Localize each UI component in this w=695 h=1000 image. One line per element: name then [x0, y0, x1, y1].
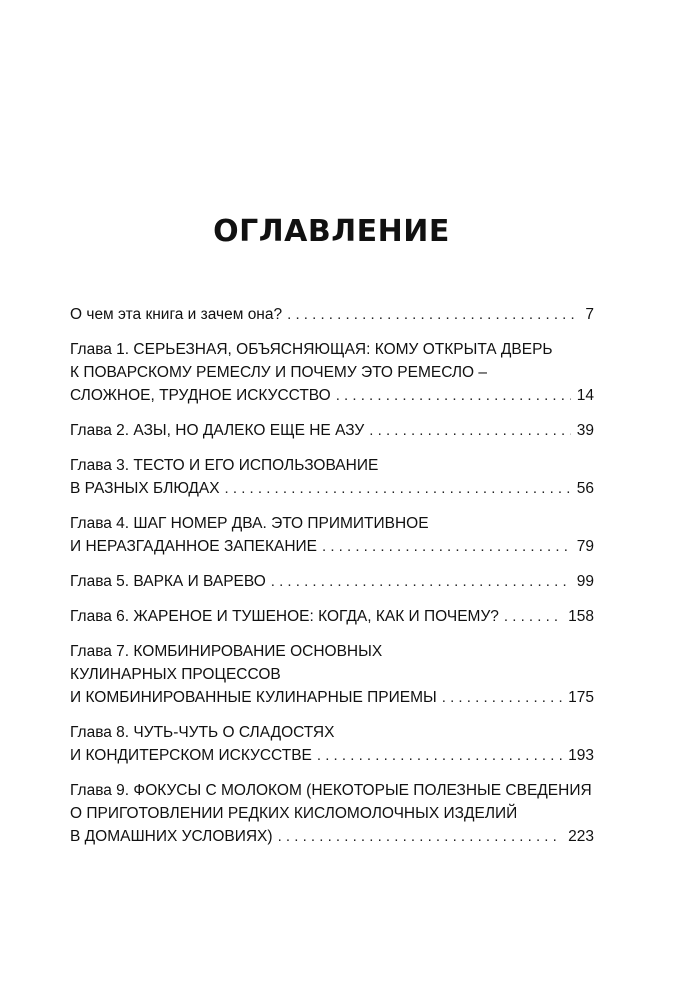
toc-entry-line: В РАЗНЫХ БЛЮДАХ	[70, 480, 220, 497]
toc-entry-line: Глава 6. ЖАРЕНОЕ И ТУШЕНОЕ: КОГДА, КАК И ПОЧЕМУ?	[70, 608, 499, 625]
dot-leader	[287, 303, 579, 326]
toc-entry-last-line	[70, 686, 594, 709]
toc-entry[interactable]	[70, 338, 594, 407]
toc-entry-line: В ДОМАШНИХ УСЛОВИЯХ)	[70, 828, 273, 845]
toc-page-number: 158	[568, 608, 594, 625]
toc-entry-last-line	[70, 384, 594, 407]
toc-entry-last-line	[70, 570, 594, 593]
toc-entry-line: И НЕРАЗГАДАННОЕ ЗАПЕКАНИЕ	[70, 538, 317, 555]
toc-entry-line: И КОМБИНИРОВАННЫЕ КУЛИНАРНЫЕ ПРИЕМЫ	[70, 689, 437, 706]
toc-page-number: 223	[568, 828, 594, 845]
dot-leader	[336, 384, 571, 407]
dot-leader	[278, 825, 563, 848]
toc-entry-last-line	[70, 477, 594, 500]
toc-entry-line: Глава 5. ВАРКА И ВАРЕВО	[70, 573, 266, 590]
toc-entry-last-line	[70, 419, 594, 442]
toc-entry-line: СЛОЖНОЕ, ТРУДНОЕ ИСКУССТВО	[70, 387, 331, 404]
toc-entry-line: Глава 2. АЗЫ, НО ДАЛЕКО ЕЩЕ НЕ АЗУ	[70, 422, 365, 439]
toc-entry-line: Глава 3. ТЕСТО И ЕГО ИСПОЛЬЗОВАНИЕ	[70, 457, 379, 474]
toc-entry-line: Глава 8. ЧУТЬ-ЧУТЬ О СЛАДОСТЯХ	[70, 724, 335, 741]
toc-page-number: 79	[576, 538, 594, 555]
toc-entry[interactable]	[70, 303, 594, 326]
dot-leader	[504, 605, 562, 628]
toc-entry-last-line	[70, 535, 594, 558]
table-of-contents	[70, 303, 594, 860]
toc-entry[interactable]	[70, 779, 594, 848]
dot-leader	[225, 477, 571, 500]
toc-entry[interactable]	[70, 605, 594, 628]
toc-entry-line: К ПОВАРСКОМУ РЕМЕСЛУ И ПОЧЕМУ ЭТО РЕМЕСЛО –	[70, 364, 488, 381]
toc-page-number: 56	[576, 480, 594, 497]
toc-entry-line: Глава 9. ФОКУСЫ С МОЛОКОМ (НЕКОТОРЫЕ ПОЛЕЗНЫЕ СВЕДЕНИЯ	[70, 782, 592, 799]
dot-leader	[322, 535, 571, 558]
toc-page-number: 7	[585, 306, 594, 323]
toc-entry[interactable]	[70, 721, 594, 767]
toc-page-number: 193	[568, 747, 594, 764]
toc-entry-line: О ПРИГОТОВЛЕНИИ РЕДКИХ КИСЛОМОЛОЧНЫХ ИЗДЕЛИЙ	[70, 805, 518, 822]
toc-entry-last-line	[70, 744, 594, 767]
toc-entry-line: О чем эта книга и зачем она?	[70, 306, 283, 323]
toc-page-number: 39	[576, 422, 594, 439]
page-title: ОГЛАВЛЕНИЕ	[213, 214, 450, 249]
dot-leader	[442, 686, 562, 709]
toc-entry-line: Глава 4. ШАГ НОМЕР ДВА. ЭТО ПРИМИТИВНОЕ	[70, 515, 429, 532]
toc-page-number: 175	[568, 689, 594, 706]
toc-entry[interactable]	[70, 570, 594, 593]
toc-entry-last-line	[70, 825, 594, 848]
toc-entry[interactable]	[70, 640, 594, 709]
dot-leader	[317, 744, 562, 767]
toc-entry-last-line	[70, 605, 594, 628]
toc-page-number: 99	[576, 573, 594, 590]
toc-entry-line: И КОНДИТЕРСКОМ ИСКУССТВЕ	[70, 747, 312, 764]
toc-entry-line: КУЛИНАРНЫХ ПРОЦЕССОВ	[70, 666, 281, 683]
toc-entry-line: Глава 1. СЕРЬЕЗНАЯ, ОБЪЯСНЯЮЩАЯ: КОМУ ОТКРЫТА ДВЕРЬ	[70, 341, 553, 358]
toc-entry[interactable]	[70, 419, 594, 442]
toc-entry-line: Глава 7. КОМБИНИРОВАНИЕ ОСНОВНЫХ	[70, 643, 383, 660]
toc-entry[interactable]	[70, 454, 594, 500]
toc-entry[interactable]	[70, 512, 594, 558]
toc-entry-last-line	[70, 303, 594, 326]
dot-leader	[369, 419, 570, 442]
dot-leader	[271, 570, 571, 593]
toc-page-number: 14	[576, 387, 594, 404]
